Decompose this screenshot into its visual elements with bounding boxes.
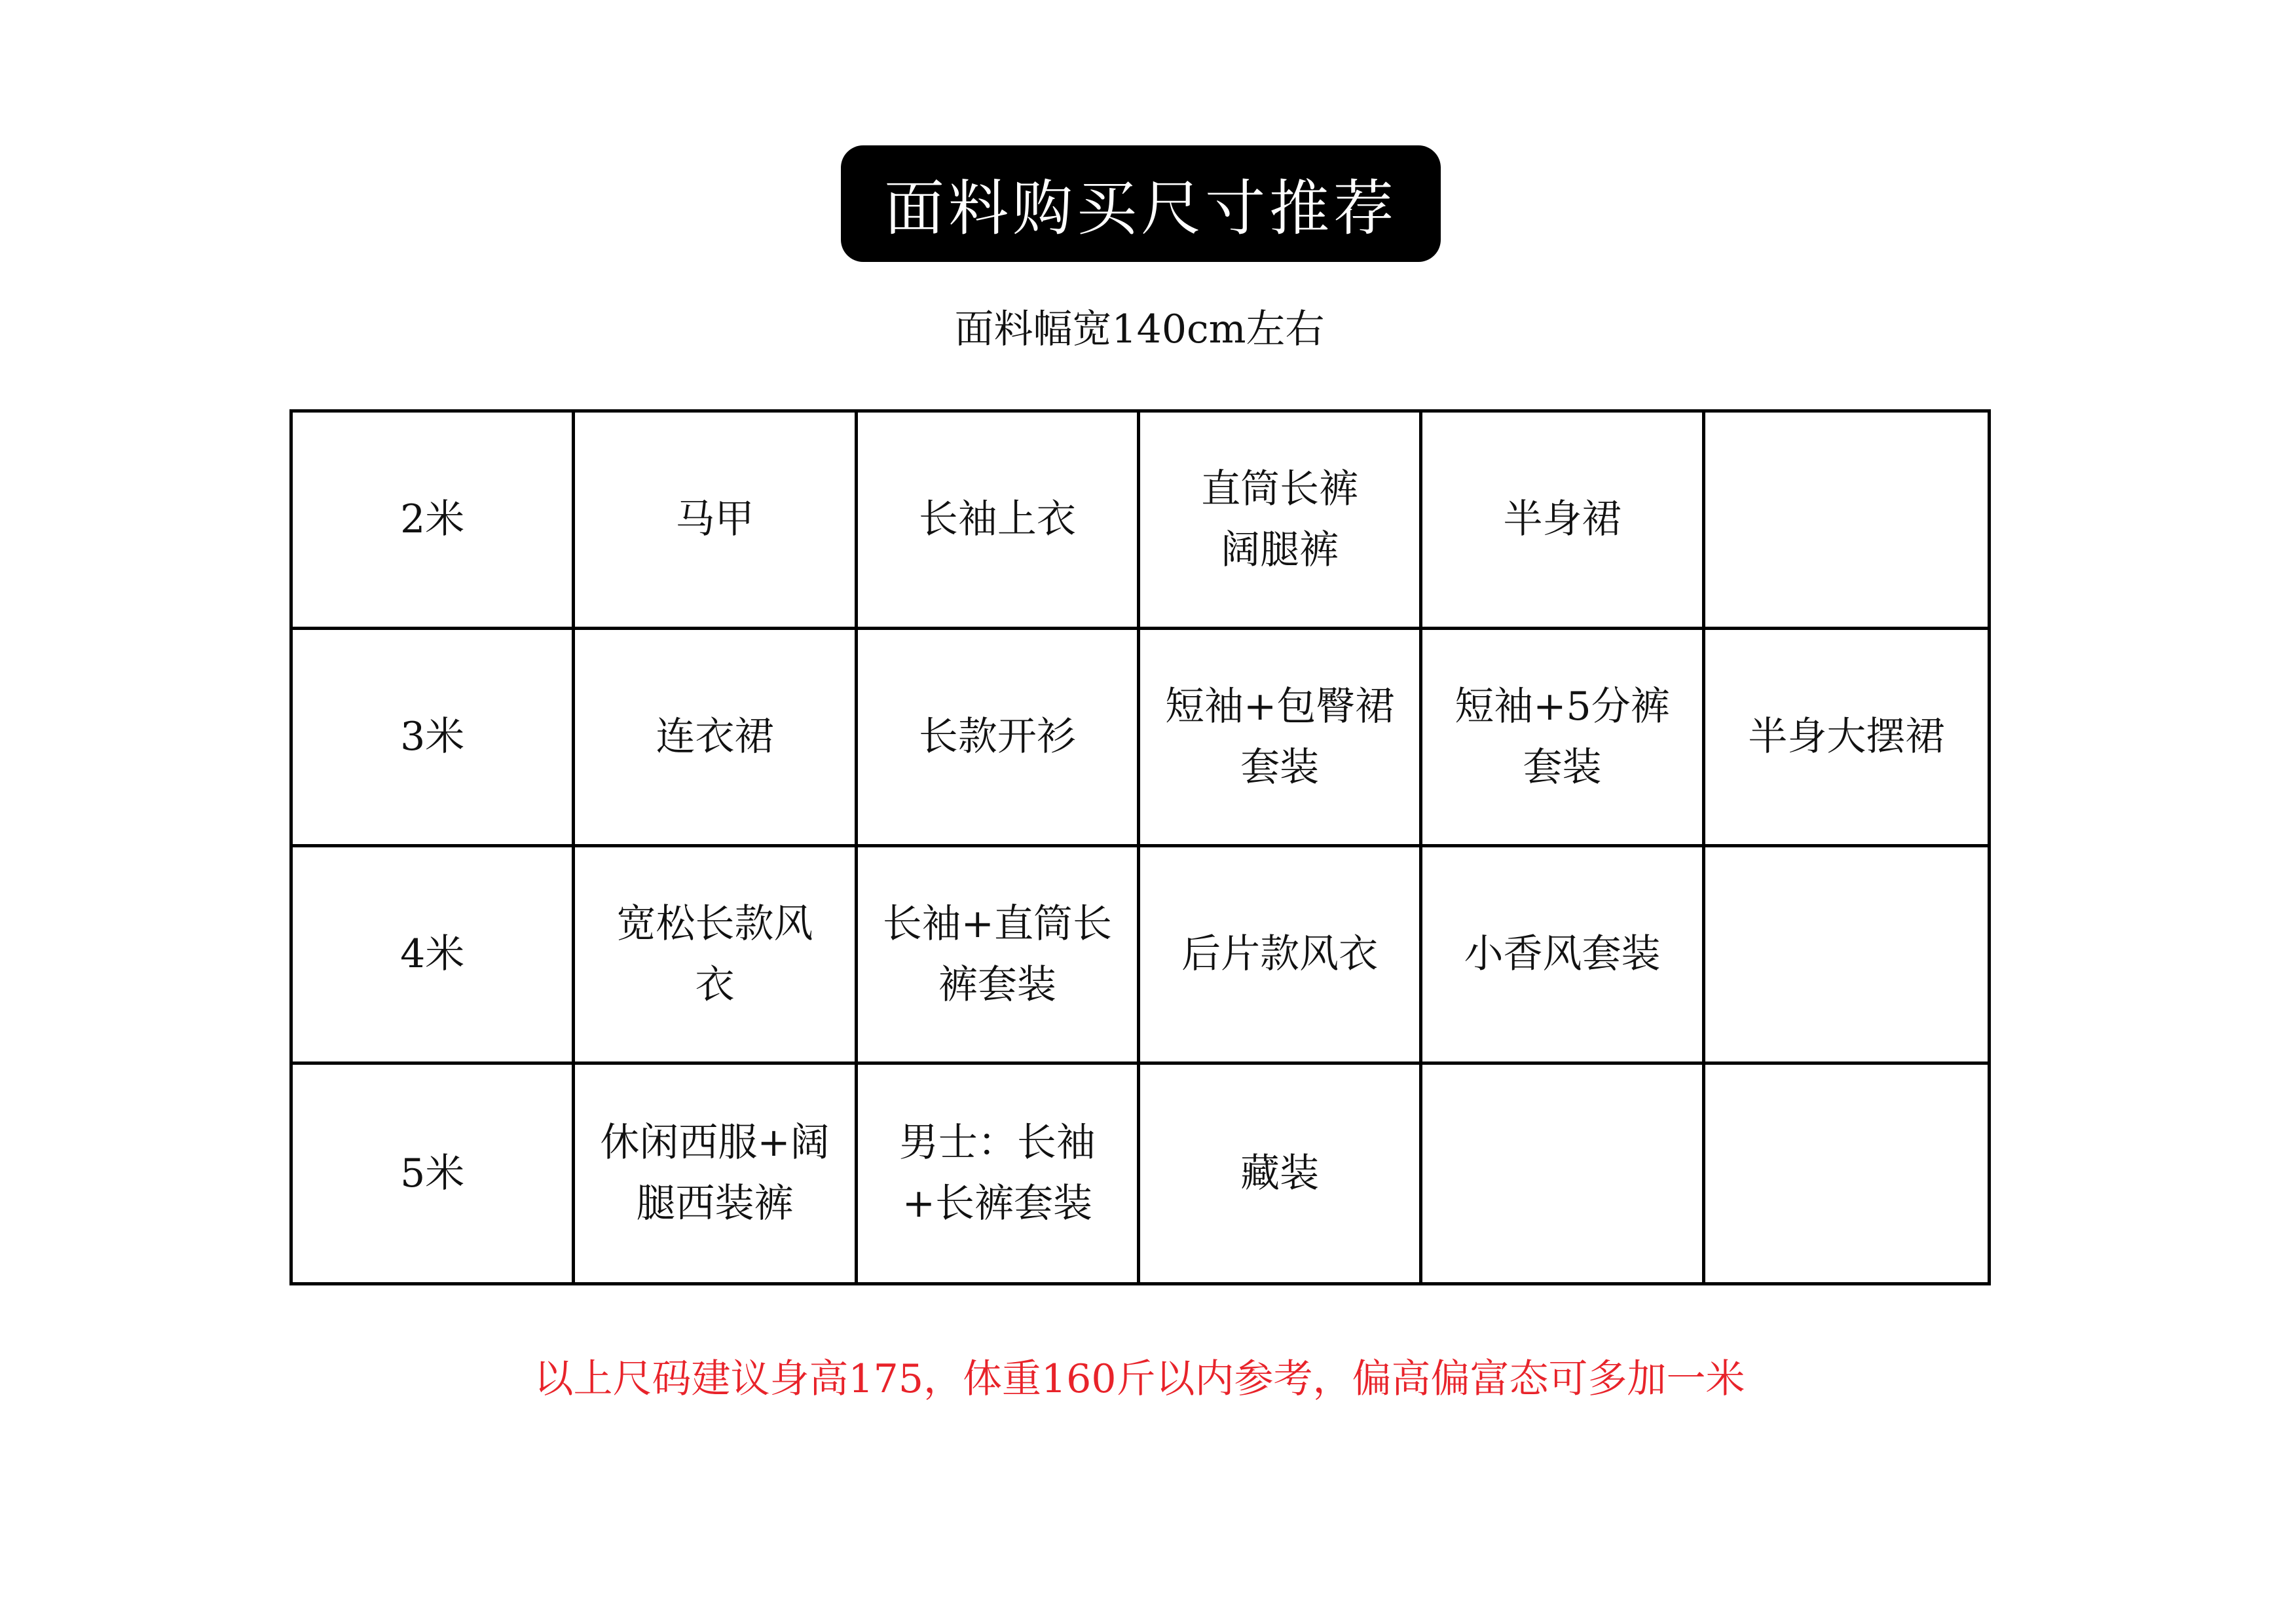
page-title: 面料购买尺寸推荐 <box>883 174 1398 244</box>
garment-cell <box>1705 847 1988 1065</box>
title-banner <box>841 145 1441 262</box>
length-label-cell: 5米 <box>293 1065 575 1282</box>
recommendation-table <box>289 409 1991 1285</box>
length-label-cell: 3米 <box>293 630 575 847</box>
garment-cell: 长款开衫 <box>858 630 1140 847</box>
garment-cell: 小香风套装 <box>1422 847 1705 1065</box>
garment-cell: 后片款风衣 <box>1140 847 1422 1065</box>
garment-cell: 藏装 <box>1140 1065 1422 1282</box>
garment-cell: 直筒长裤 阔腿裤 <box>1140 413 1422 630</box>
garment-cell <box>1705 413 1988 630</box>
garment-cell: 马甲 <box>575 413 857 630</box>
length-label-cell: 4米 <box>293 847 575 1065</box>
length-label-cell: 2米 <box>293 413 575 630</box>
garment-cell: 连衣裙 <box>575 630 857 847</box>
garment-cell: 长袖上衣 <box>858 413 1140 630</box>
garment-cell <box>1422 1065 1705 1282</box>
garment-cell: 半身裙 <box>1422 413 1705 630</box>
garment-cell: 宽松长款风 衣 <box>575 847 857 1065</box>
fabric-width-subtitle: 面料幅宽140cm左右 <box>954 306 1325 352</box>
size-note: 以上尺码建议身高175，体重160斤以内参考，偏高偏富态可多加一米 <box>534 1356 1745 1402</box>
garment-cell: 短袖+5分裤 套装 <box>1422 630 1705 847</box>
garment-cell: 男士：长袖 +长裤套装 <box>858 1065 1140 1282</box>
garment-cell <box>1705 1065 1988 1282</box>
garment-cell: 半身大摆裙 <box>1705 630 1988 847</box>
garment-cell: 休闲西服+阔 腿西装裤 <box>575 1065 857 1282</box>
garment-cell: 长袖+直筒长 裤套装 <box>858 847 1140 1065</box>
garment-cell: 短袖+包臀裙 套装 <box>1140 630 1422 847</box>
